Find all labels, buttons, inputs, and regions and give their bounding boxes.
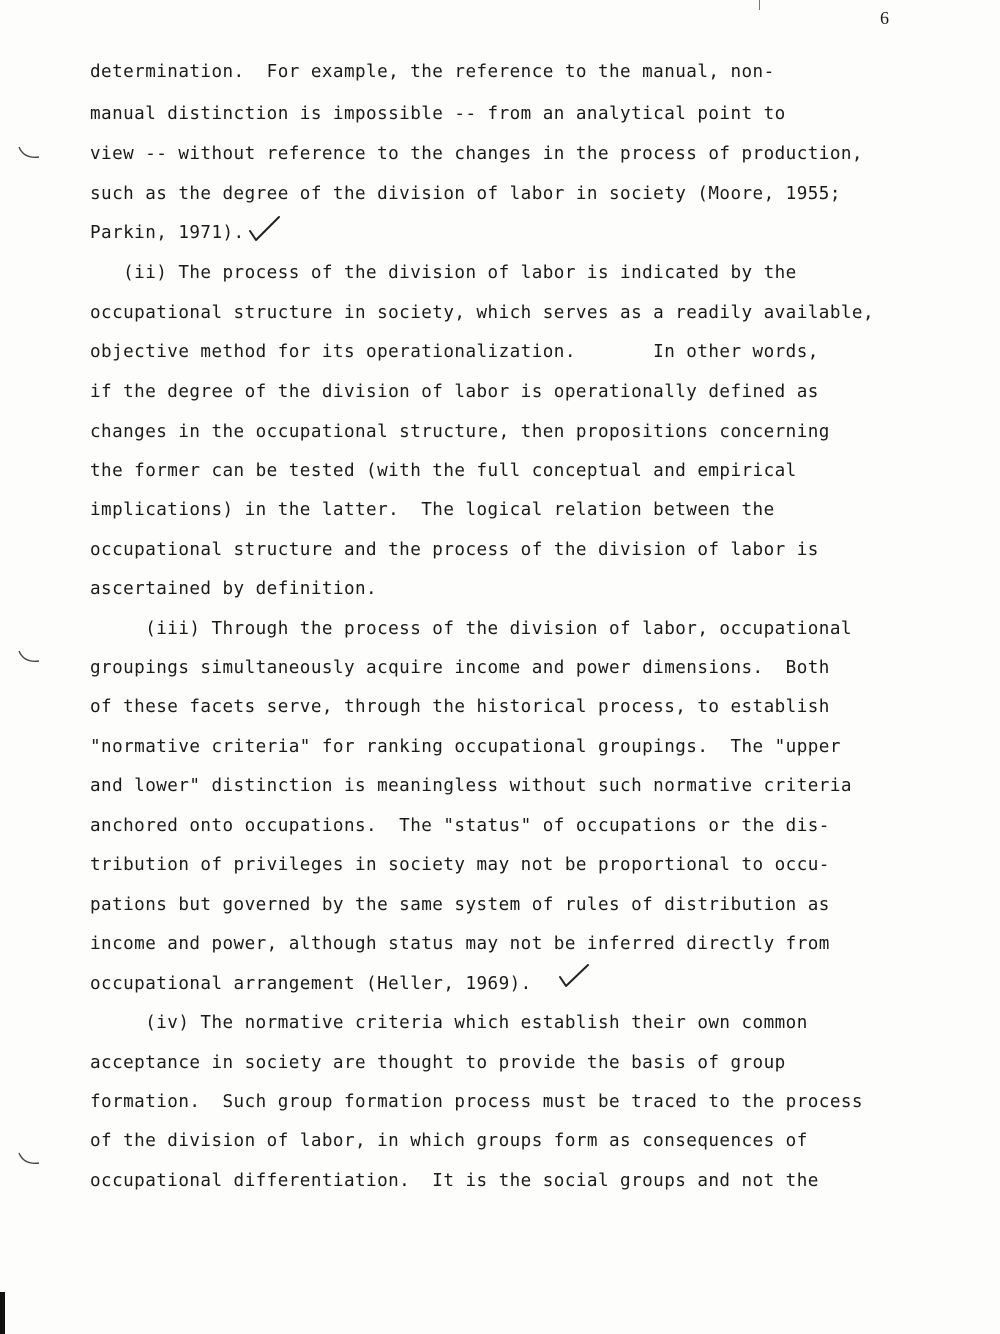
text-line: changes in the occupational structure, then propositions concerning <box>90 422 830 442</box>
handwritten-checkmark-icon <box>246 214 282 244</box>
text-line: formation. Such group formation process must be traced to the process <box>90 1092 863 1112</box>
text-line: (iii) Through the process of the division of labor, occupational <box>90 619 852 639</box>
text-line: of these facets serve, through the historical process, to establish <box>90 697 830 717</box>
text-line: Parkin, 1971). <box>90 223 245 243</box>
text-line: such as the degree of the division of labor in society (Moore, 1955; <box>90 184 841 204</box>
text-line: of the division of labor, in which groups form as consequences of <box>90 1131 808 1151</box>
scan-edge-bar <box>0 1292 5 1334</box>
text-line: acceptance in society are thought to provide the basis of group <box>90 1053 786 1073</box>
scan-tick-mark <box>759 0 760 10</box>
text-line: determination. For example, the reference to the manual, non- <box>90 62 775 82</box>
text-line: manual distinction is impossible -- from an analytical point to <box>90 104 786 124</box>
text-line: income and power, although status may not be inferred directly from <box>90 934 830 954</box>
text-line: ascertained by definition. <box>90 579 378 599</box>
text-line: view -- without reference to the changes in the process of production, <box>90 144 863 164</box>
text-line: objective method for its operationalization. In other words, <box>90 342 819 362</box>
text-line: tribution of privileges in society may not be proportional to occu- <box>90 855 830 875</box>
text-line: (ii) The process of the division of labor is indicated by the <box>90 263 797 283</box>
text-line: occupational structure in society, which serves as a readily available, <box>90 303 875 323</box>
text-line: (iv) The normative criteria which establish their own common <box>90 1013 808 1033</box>
text-line: occupational arrangement (Heller, 1969). <box>90 974 532 994</box>
text-line: if the degree of the division of labor is operationally defined as <box>90 382 819 402</box>
text-line: "normative criteria" for ranking occupational groupings. The "upper <box>90 737 841 757</box>
text-line: occupational differentiation. It is the social groups and not the <box>90 1171 819 1191</box>
punch-hole-mark-icon <box>18 146 40 160</box>
text-line: the former can be tested (with the full conceptual and empirical <box>90 461 797 481</box>
handwritten-checkmark-icon <box>556 962 592 992</box>
punch-hole-mark-icon <box>18 1152 40 1166</box>
text-line: and lower" distinction is meaningless without such normative criteria <box>90 776 852 796</box>
text-line: implications) in the latter. The logical relation between the <box>90 500 775 520</box>
text-line: anchored onto occupations. The "status" of occupations or the dis- <box>90 816 830 836</box>
punch-hole-mark-icon <box>18 650 40 664</box>
text-line: occupational structure and the process of the division of labor is <box>90 540 819 560</box>
text-line: pations but governed by the same system of rules of distribution as <box>90 895 830 915</box>
page-number: 6 <box>880 8 889 28</box>
text-line: groupings simultaneously acquire income and power dimensions. Both <box>90 658 830 678</box>
